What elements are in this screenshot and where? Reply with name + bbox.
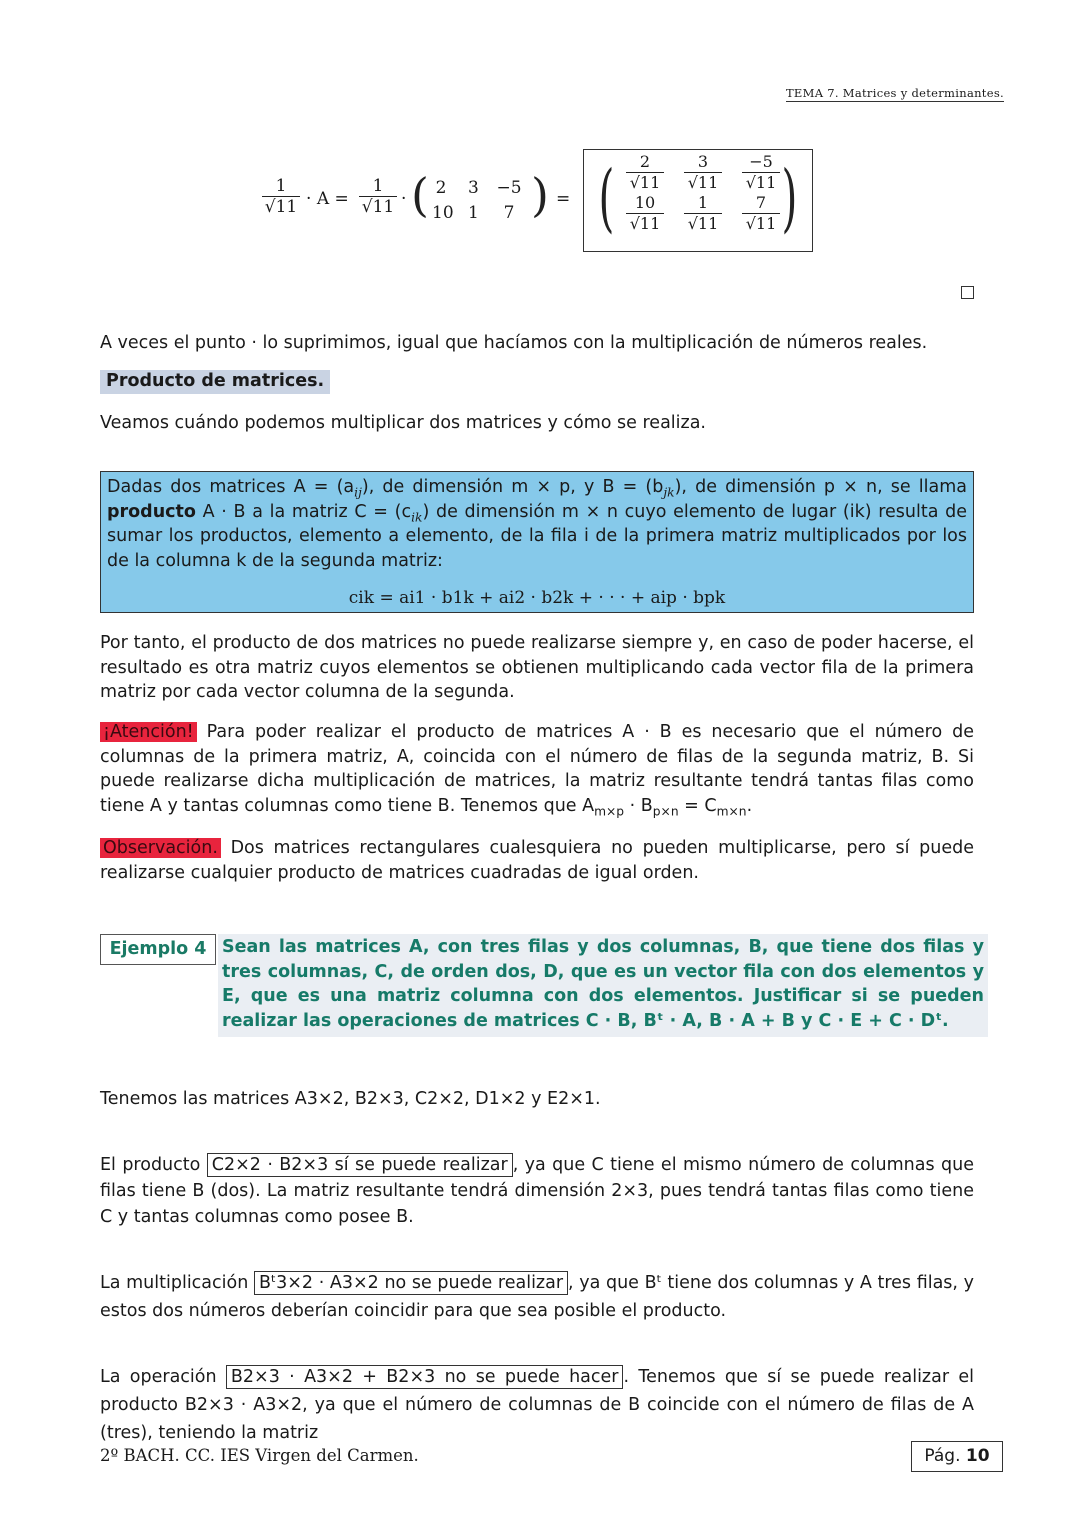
result-box-1: C2×2 · B2×3 sí se puede realizar [207, 1153, 513, 1177]
attention-tag: ¡Atención! [100, 722, 197, 742]
coefficient-fraction-2: 1 √11 [359, 176, 397, 217]
result-cell: 2 √11 10 √11 [626, 152, 664, 234]
definition-text: Dadas dos matrices $A = (a_{ij})$, de dimensión m × p, y $B = (b_{jk})$, de dimensión p × n, se llama producto A · B a la matriz $C = (c_{ik})$ de dimensión m × n cuyo elemento de lugar (ik) resulta de sumar los productos, elemento a elemento, de la fila i de la primera matriz multiplicados por los de la columna k de la segunda matriz: [107, 477, 968, 571]
section-heading: Producto de matrices. [100, 370, 330, 394]
definition-formula: cik = ai1 · b1k + ai2 · b2k + · · · + aip · bpk [348, 588, 726, 608]
example-label: Ejemplo 4 [100, 934, 216, 965]
definition-box [100, 471, 974, 613]
result-cell: −5 √11 7 √11 [742, 152, 780, 234]
result-matrix-box: ( ) 2 √11 10 √11 3 √11 1 √11 −5 √11 7 √11 [583, 149, 813, 252]
result-box-2: Bᵗ3×2 · A3×2 no se puede realizar [254, 1271, 568, 1295]
page-number-box: Pág. 10 [911, 1441, 1003, 1472]
result-cell: 3 √11 1 √11 [684, 152, 722, 234]
running-header: TEMA 7. Matrices y determinantes. [785, 86, 1004, 100]
observation-paragraph: Observación. Dos matrices rectangulares cualesquiera no pueden multiplicarse, pero sí puede realizarse cualquier producto de matrices cuadradas de igual orden. [100, 838, 974, 883]
footer-course: 2º BACH. CC. IES Virgen del Carmen. [100, 1446, 419, 1465]
matrices-list-line: Tenemos las matrices A3×2, B2×3, C2×2, D1×2 y E2×1. [100, 1089, 601, 1109]
coefficient-fraction: 1 √11 [262, 176, 300, 217]
right-paren: ) [531, 168, 549, 222]
matrix-A: 2 3 −5 10 1 7 [432, 178, 522, 223]
qed-square-icon [961, 286, 974, 299]
left-paren: ( [411, 168, 429, 222]
consequence-paragraph: Por tanto, el producto de dos matrices no puede realizarse siempre y, en caso de poder hacerse, el resultado es otra matriz cuyos elementos se obtienen multiplicando cada vector fila de la primera matriz por cada vector columna de la segunda. [100, 633, 974, 703]
solution-paragraph-2: La multiplicación Bᵗ3×2 · A3×2 no se puede realizar , ya que Bᵗ tiene dos columnas y A tres filas, y estos dos números deberían coincidir para que sea posible el producto. [100, 1273, 974, 1321]
equals-sign: = [556, 189, 571, 209]
result-box-3: B2×3 · A3×2 + B2×3 no se puede hacer [226, 1365, 624, 1389]
observation-tag: Observación. [100, 838, 221, 858]
solution-paragraph-3: La operación B2×3 · A3×2 + B2×3 no se puede hacer . Tenemos que sí se puede realizar el producto B2×3 · A3×2, ya que el número de columnas de B coincide con el número de filas de A (tres), teniendo la matriz [100, 1367, 974, 1443]
dot-operator: · [401, 189, 407, 209]
section-lead: Veamos cuándo podemos multiplicar dos matrices y cómo se realiza. [100, 413, 706, 433]
attention-paragraph: ¡Atención! Para poder realizar el producto de matrices A · B es necesario que el número de columnas de la primera matriz, A, coincida con el número de filas de la segunda matriz, B. Si puede realizarse dicha multiplicación de matrices, la matriz resultante tendrá tantas filas como tiene A y tantas columnas como tiene B. Tenemos que $A_{m\times p} \cdot B_{p\times n} = C_{m\times n}$. [100, 722, 974, 819]
solution-paragraph-1: El producto C2×2 · B2×3 sí se puede realizar , ya que C tiene el mismo número de columnas que filas tiene B (dos). La matriz resultante tendrá dimensión 2×3, pues tendrá tantas filas como tiene C y tantas columnas como posee B. [100, 1155, 974, 1227]
intro-paragraph: A veces el punto · lo suprimimos, igual que hacíamos con la multiplicación de números reales. [100, 333, 928, 353]
times-A: · A = [306, 189, 349, 209]
example-statement: Sean las matrices A, con tres filas y dos columnas, B, que tiene dos filas y tres columnas, C, de orden dos, D, que es un vector fila con dos elementos y E, que es una matriz columna con dos elementos. Justificar si se pueden realizar las operaciones de matrices C · B, Bᵗ · A, B · A + B y C · E + C · Dᵗ. [218, 934, 988, 1037]
